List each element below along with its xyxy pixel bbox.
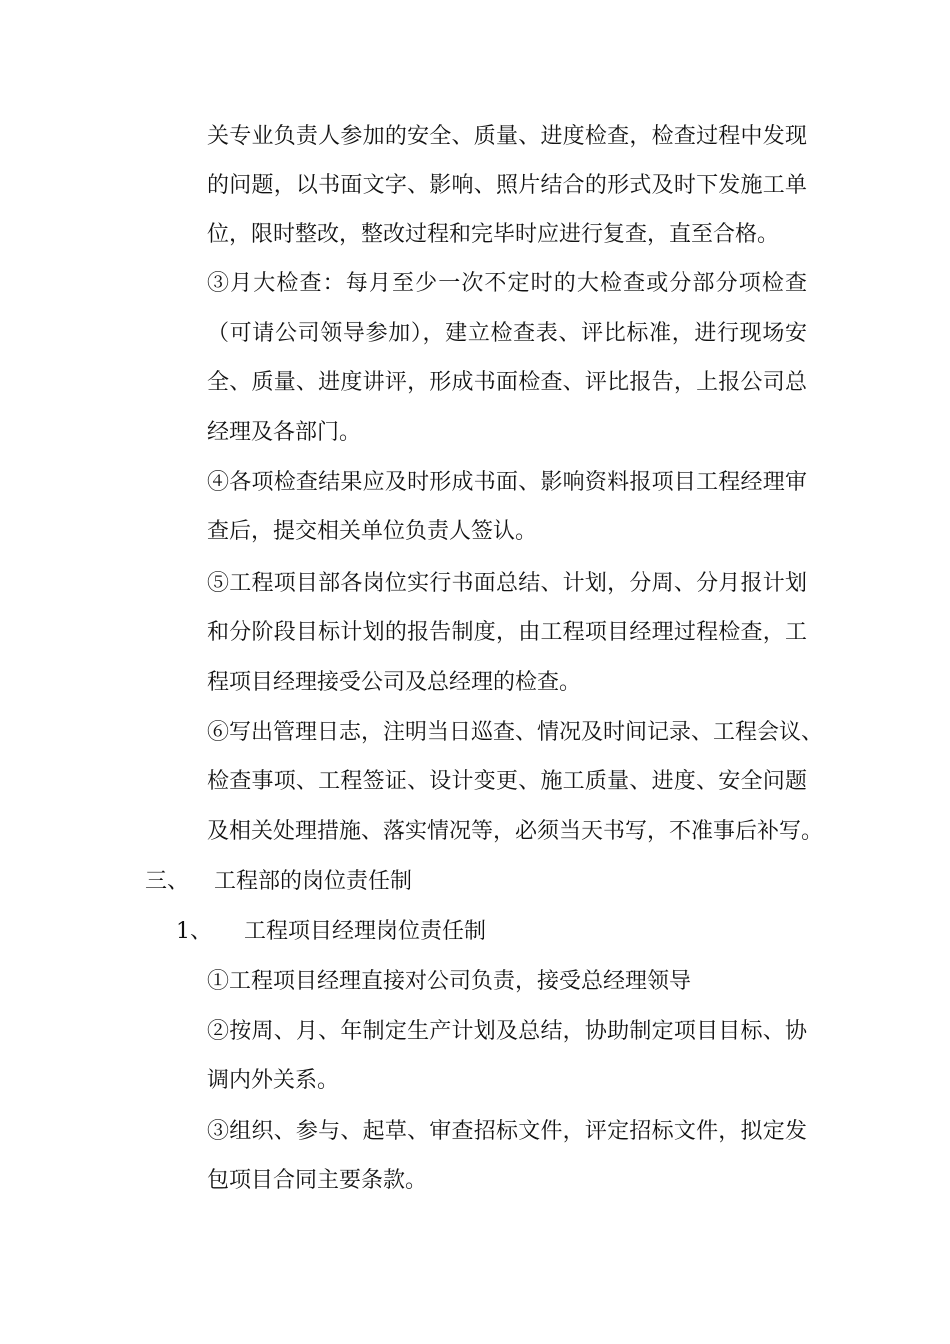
paragraph-line: 的问题，以书面文字、影响、照片结合的形式及时下发施工单 — [207, 173, 807, 198]
paragraph-line: 关专业负责人参加的安全、质量、进度检查，检查过程中发现 — [207, 124, 807, 149]
paragraph-line: ⑤工程项目部各岗位实行书面总结、计划，分周、分月报计划 — [207, 571, 807, 596]
paragraph-line: ⑥写出管理日志，注明当日巡查、情况及时间记录、工程会议、 — [207, 720, 824, 745]
subsection-title: 工程项目经理岗位责任制 — [244, 919, 487, 944]
paragraph-line: 查后，提交相关单位负责人签认。 — [207, 519, 538, 544]
paragraph-line: 和分阶段目标计划的报告制度，由工程项目经理过程检查，工 — [207, 620, 807, 645]
paragraph-line: 检查事项、工程签证、设计变更、施工质量、进度、安全问题 — [207, 769, 807, 794]
paragraph-line: （可请公司领导参加），建立检查表、评比标准，进行现场安 — [207, 321, 807, 346]
paragraph-line: 经理及各部门。 — [207, 420, 362, 445]
paragraph-line: ④各项检查结果应及时形成书面、影响资料报项目工程经理审 — [207, 470, 807, 495]
list-item: 调内外关系。 — [207, 1068, 340, 1093]
list-item: ③组织、参与、起草、审查招标文件，评定招标文件，拟定发 — [207, 1119, 807, 1144]
section-heading — [145, 867, 413, 897]
subsection-number: 1、 — [176, 919, 212, 944]
list-item: ①工程项目经理直接对公司负责，接受总经理领导 — [207, 969, 692, 994]
section-title: 工程部的岗位责任制 — [214, 869, 413, 894]
list-item: ②按周、月、年制定生产计划及总结，协助制定项目目标、协 — [207, 1019, 807, 1044]
subsection-heading — [176, 917, 487, 947]
list-item: 包项目合同主要条款。 — [207, 1168, 428, 1193]
paragraph-line: 及相关处理措施、落实情况等，必须当天书写，不准事后补写。 — [207, 819, 824, 844]
paragraph-line: 程项目经理接受公司及总经理的检查。 — [207, 670, 582, 695]
section-number: 三、 — [145, 869, 190, 894]
paragraph-line: 位，限时整改，整改过程和完毕时应进行复查，直至合格。 — [207, 222, 780, 247]
paragraph-line: 全、质量、进度讲评，形成书面检查、评比报告，上报公司总 — [207, 370, 807, 395]
paragraph-line: ③月大检查：每月至少一次不定时的大检查或分部分项检查 — [207, 271, 807, 296]
